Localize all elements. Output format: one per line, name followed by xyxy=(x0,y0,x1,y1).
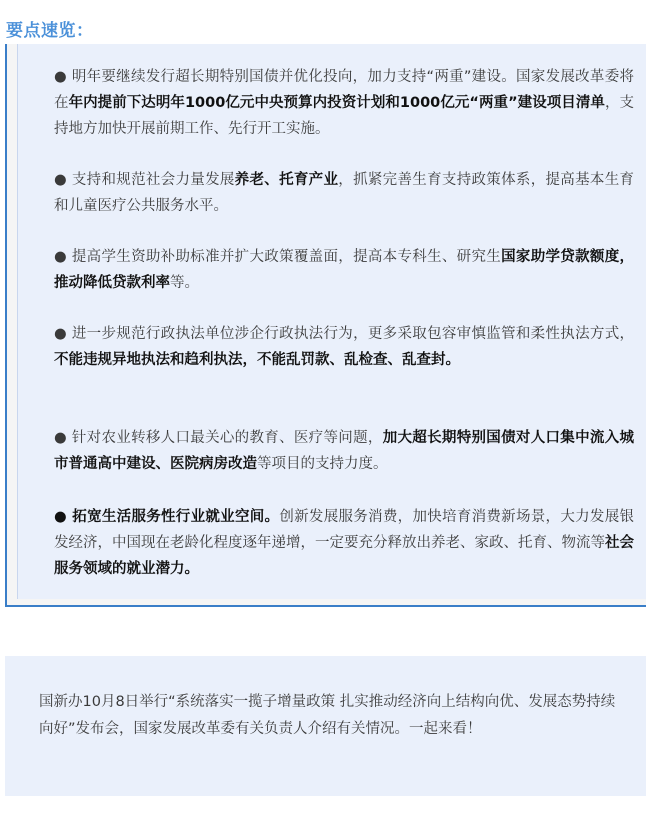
bullet-5-highlight: 加大超长期特别国债对人口集中流入城市普通高中建设、医院病房改造 xyxy=(54,430,635,472)
bullet-item-6 xyxy=(54,504,634,582)
bullet-4-text: ● 进一步规范行政执法单位涉企行政执法行为，更多采取包容审慎监管和柔性执法方式， xyxy=(54,326,634,342)
bullet-2-text: ● 支持和规范社会力量发展 xyxy=(54,172,235,188)
bullet-item-5 xyxy=(54,425,634,477)
bullet-5-text: ● 针对农业转移人口最关心的教育、医疗等问题， xyxy=(54,430,383,446)
section-title: 要点速览： xyxy=(6,21,94,41)
bullet-1-text-end: ，支持地方加快开展前期工作、先行开工实施。 xyxy=(54,95,635,137)
bullet-item-4 xyxy=(54,321,634,373)
bullet-1-highlight: 年内提前下达明年1000亿元中央预算内投资计划和1000亿元“两重”建设项目清单 xyxy=(68,95,605,111)
bullet-item-2 xyxy=(54,167,634,219)
intro-paragraph: 国新办10月8日举行“系统落实一揽子增量政策 扎实推动经济向上结构向优、发展态势持续向好”发布会，国家发展改革委有关负责人介绍有关情况。一起来看！ xyxy=(39,694,616,737)
bullet-5-text-end: 等项目的支持力度。 xyxy=(257,456,388,472)
bullet-3-text: ● 提高学生资助补助标准并扩大政策覆盖面，提高本专科生、研究生 xyxy=(54,249,502,265)
bullet-2-text-end: ，抓紧完善生育支持政策体系，提高基本生育和儿童医疗公共服务水平。 xyxy=(54,172,634,214)
bullet-6-heading: ● 拓宽生活服务性行业就业空间。 xyxy=(54,509,280,525)
bullet-6-text: 创新发展服务消费，加快培育消费新场景，大力发展银发经济，中国现在老龄化程度逐年递增，一定要充分释放出养老、家政、托育、物流等 xyxy=(54,509,635,551)
bullet-item-1 xyxy=(54,64,634,142)
intro-panel xyxy=(5,656,646,796)
bullet-3-text-end: 等。 xyxy=(170,275,199,291)
bullet-1-text: ● 明年要继续发行超长期特别国债并优化投向，加力支持“两重”建设。国家发展改革委将在 xyxy=(54,69,634,111)
bullet-6-highlight: 社会服务领域的就业潜力。 xyxy=(54,535,634,577)
bullet-3-highlight: 国家助学贷款额度，推动降低贷款利率 xyxy=(54,249,635,291)
bullet-4-highlight: 不能违规异地执法和趋利执法，不能乱罚款、乱检查、乱查封。 xyxy=(54,352,460,368)
bullet-2-highlight: 养老、托育产业 xyxy=(234,172,339,188)
bullet-item-3 xyxy=(54,244,634,296)
